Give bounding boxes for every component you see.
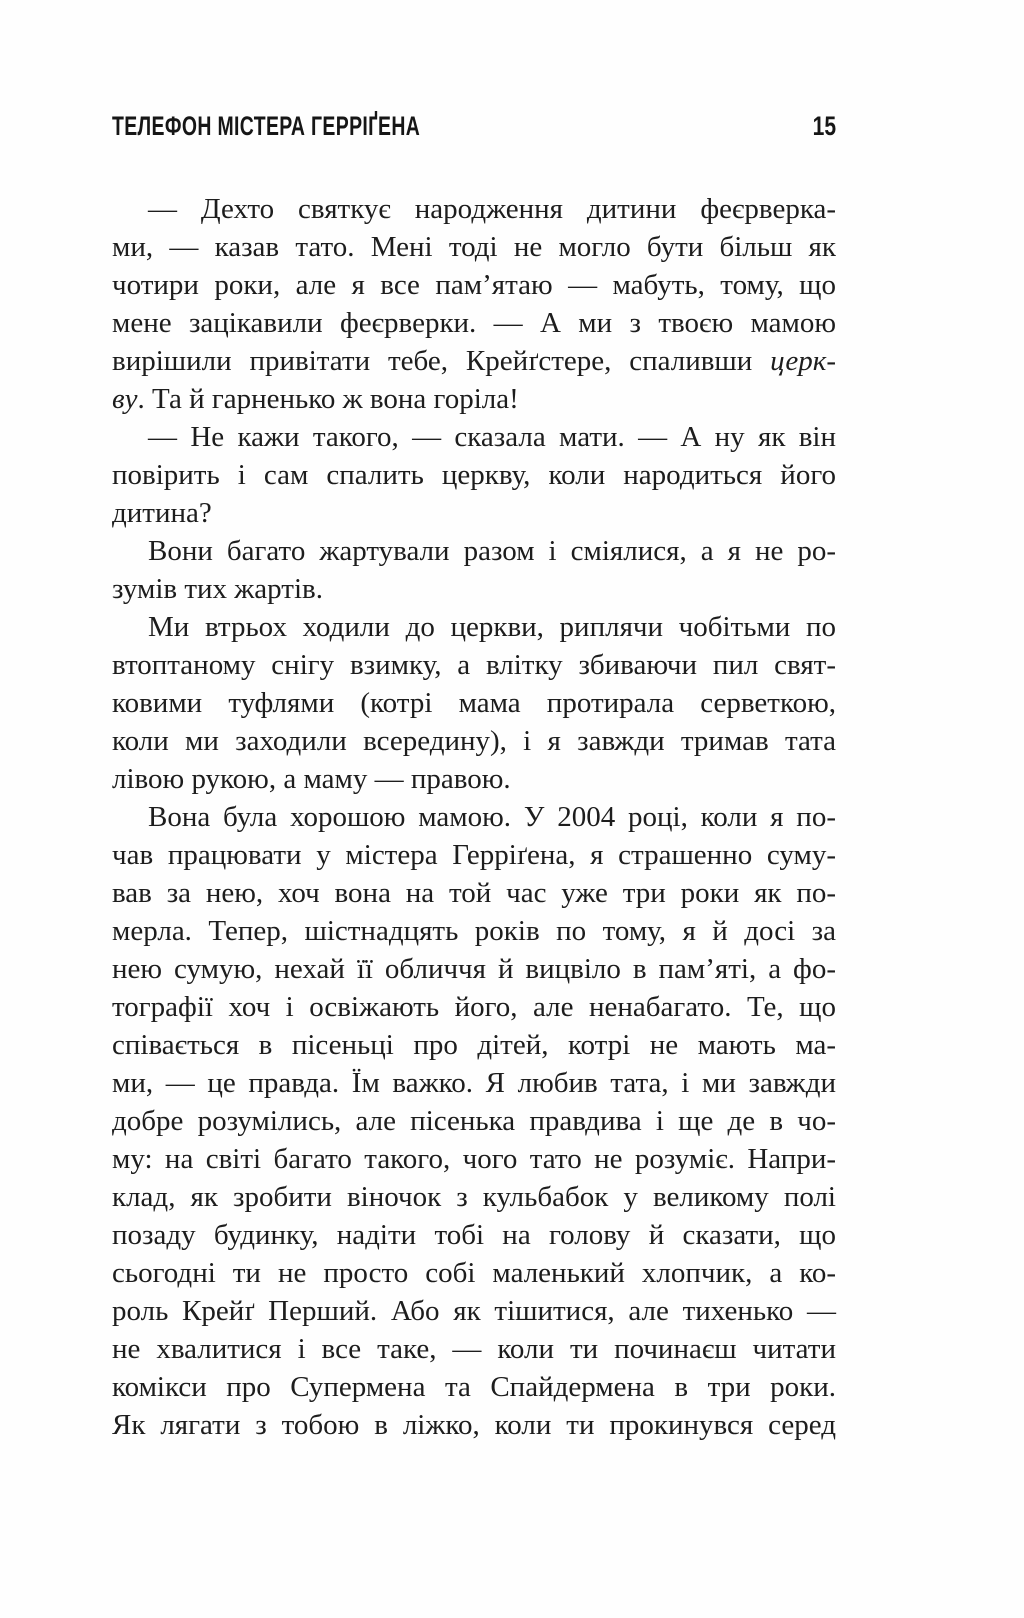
text-line — [112, 988, 836, 1026]
text-segment-italic: церк- — [770, 345, 836, 377]
text-line — [112, 912, 836, 950]
page-text — [112, 190, 836, 1444]
text-line — [112, 608, 836, 646]
text-segment: не хвалитися і все таке, — коли ти починаєш читати — [112, 1333, 836, 1365]
text-segment: клад, як зробити віночок з кульбабок у великому полі — [112, 1181, 836, 1213]
text-segment: Як лягати з тобою в ліжко, коли ти прокинувся серед — [112, 1409, 836, 1441]
running-title: ТЕЛЕФОН МІСТЕРА ГЕРРІҐЕНА — [112, 110, 421, 141]
text-line — [112, 684, 836, 722]
text-line — [112, 228, 836, 266]
text-line — [112, 646, 836, 684]
text-segment: мене зацікавили феєрверки. — А ми з твоєю мамою — [112, 307, 836, 339]
text-segment: зумів тих жартів. — [112, 573, 323, 605]
text-segment: тографії хоч і освіжають його, але ненабагато. Те, що — [112, 991, 836, 1023]
text-segment: нею сумую, нехай її обличчя й вицвіло в пам’яті, а фо- — [112, 953, 836, 985]
text-segment: чав працювати у містера Герріґена, я страшенно суму- — [112, 839, 836, 871]
text-segment: співається в пісеньці про дітей, котрі не мають ма- — [112, 1029, 836, 1061]
text-segment: повірить і сам спалить церкву, коли народиться його — [112, 459, 836, 491]
text-segment: ковими туфлями (котрі мама протирала серветкою, — [112, 687, 836, 719]
text-line — [112, 1102, 836, 1140]
text-segment: втоптаному снігу взимку, а влітку збиваючи пил свят- — [112, 649, 836, 681]
text-segment: — Не кажи такого, — сказала мати. — А ну як він — [148, 421, 836, 453]
text-segment: роль Крейґ Перший. Або як тішитися, але тихенько — — [112, 1295, 836, 1327]
text-line — [112, 1064, 836, 1102]
text-segment: ми, — казав тато. Мені тоді не могло бути більш як — [112, 231, 836, 263]
text-line — [112, 494, 836, 532]
text-segment: му: на світі багато такого, чого тато не розуміє. Напри- — [112, 1143, 836, 1175]
text-line — [112, 1254, 836, 1292]
text-segment: добре розумілись, але пісенька правдива і ще де в чо- — [112, 1105, 836, 1137]
text-line — [112, 1368, 836, 1406]
text-line — [112, 418, 836, 456]
text-segment: Вона була хорошою мамою. У 2004 році, коли я по- — [148, 801, 836, 833]
text-line — [112, 760, 836, 798]
text-segment: . Та й гарненько ж вона горіла! — [137, 383, 519, 415]
text-segment: — Дехто святкує народження дитини феєрверка- — [148, 193, 836, 225]
text-segment: позаду будинку, надіти тобі на голову й сказати, що — [112, 1219, 836, 1251]
text-segment-italic: ву — [112, 383, 138, 415]
text-line — [112, 1140, 836, 1178]
text-segment: коли ми заходили всередину), і я завжди тримав тата — [112, 725, 836, 757]
text-line — [112, 1178, 836, 1216]
text-line — [112, 874, 836, 912]
text-line — [112, 532, 836, 570]
text-line — [112, 1026, 836, 1064]
text-line — [112, 798, 836, 836]
text-line — [112, 950, 836, 988]
text-line — [112, 266, 836, 304]
text-segment: ми, — це правда. Їм важко. Я любив тата, і ми завжди — [112, 1067, 836, 1099]
text-line — [112, 1292, 836, 1330]
page-header — [112, 110, 836, 142]
text-segment: лівою рукою, а маму — правою. — [112, 763, 511, 795]
text-segment: комікси про Супермена та Спайдермена в три роки. — [112, 1371, 836, 1403]
text-segment: мерла. Тепер, шістнадцять років по тому, я й досі за — [112, 915, 836, 947]
text-line — [112, 1406, 836, 1444]
text-line — [112, 342, 836, 380]
text-line — [112, 722, 836, 760]
text-line — [112, 1330, 836, 1368]
text-line — [112, 1216, 836, 1254]
text-segment: чотири роки, але я все пам’ятаю — мабуть, тому, що — [112, 269, 836, 301]
text-line — [112, 570, 836, 608]
text-segment: вирішили привітати тебе, Крейґстере, спаливши — [112, 345, 771, 377]
text-line — [112, 456, 836, 494]
page-number: 15 — [812, 110, 836, 141]
text-line — [112, 836, 836, 874]
text-segment: сьогодні ти не просто собі маленький хлопчик, а ко- — [112, 1257, 836, 1289]
text-line — [112, 380, 836, 418]
text-segment: Ми втрьох ходили до церкви, риплячи чобітьми по — [148, 611, 836, 643]
text-segment: Вони багато жартували разом і сміялися, а я не ро- — [148, 535, 836, 567]
text-segment: вав за нею, хоч вона на той час уже три роки як по- — [112, 877, 836, 909]
text-segment: дитина? — [112, 497, 212, 529]
text-line — [112, 190, 836, 228]
text-line — [112, 304, 836, 342]
